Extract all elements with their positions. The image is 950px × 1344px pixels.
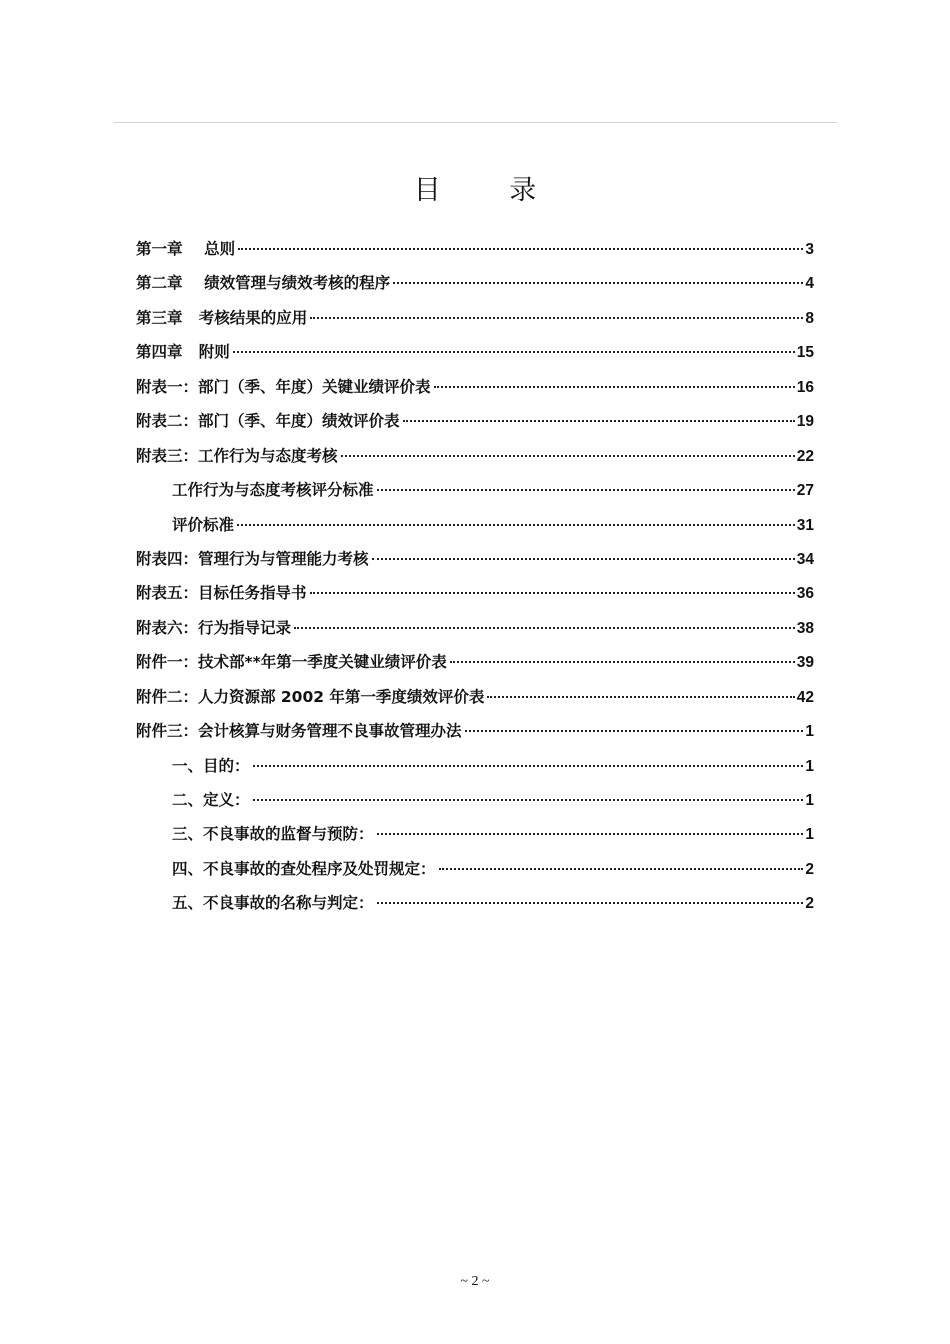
toc-entry-text: 第三章 考核结果的应用	[136, 308, 308, 327]
toc-entry[interactable]	[136, 232, 814, 266]
toc-entry[interactable]	[136, 335, 814, 369]
toc-page-number: 15	[796, 344, 814, 362]
toc-entry-text: 第四章 附则	[136, 343, 230, 362]
toc-subentry[interactable]	[136, 783, 814, 817]
toc-page-number: 22	[796, 447, 814, 465]
toc-page-number: 36	[796, 585, 814, 603]
toc-entry-text: 第二章 绩效管理与绩效考核的程序	[136, 274, 391, 293]
toc-page-number: 2	[805, 860, 814, 878]
page-number-footer: ~ 2 ~	[460, 1274, 490, 1289]
toc-entry[interactable]	[136, 645, 814, 679]
toc-dot-leader	[377, 902, 804, 904]
toc-page-number: 42	[796, 688, 814, 706]
toc-subentry[interactable]	[136, 817, 814, 851]
toc-page-number: 16	[796, 378, 814, 396]
toc-entry[interactable]	[136, 680, 814, 714]
toc-subentry[interactable]	[136, 473, 814, 507]
toc-entry-text: 附表五：目标任务指导书	[136, 584, 307, 603]
page-title: 目 录	[413, 175, 567, 206]
toc-entry[interactable]	[136, 370, 814, 404]
toc-entry-text: 附表四：管理行为与管理能力考核	[136, 549, 369, 568]
toc-dot-leader	[434, 386, 795, 388]
toc-entry[interactable]	[136, 542, 814, 576]
toc-dot-leader	[377, 833, 804, 835]
toc-entry-text: 附件三：会计核算与财务管理不良事故管理办法	[136, 722, 462, 741]
toc-entry-text: 附件一：技术部**年第一季度关键业绩评价表	[136, 653, 447, 672]
toc-dot-leader	[393, 282, 803, 284]
toc-entry-text: 附件二：人力资源部 2002 年第一季度绩效评价表	[136, 687, 485, 706]
toc-page-number: 1	[805, 757, 814, 775]
toc-entry-text: 附表三：工作行为与态度考核	[136, 446, 338, 465]
toc-page-number: 39	[796, 654, 814, 672]
toc-page-number: 34	[796, 550, 814, 568]
toc-entry[interactable]	[136, 266, 814, 300]
toc-entry[interactable]	[136, 439, 814, 473]
toc-dot-leader	[253, 765, 804, 767]
toc-subentry[interactable]	[136, 852, 814, 886]
toc-dot-leader	[450, 661, 795, 663]
toc-entry[interactable]	[136, 611, 814, 645]
toc-dot-leader	[238, 248, 803, 250]
toc-dot-leader	[487, 696, 794, 698]
toc-page-number: 19	[796, 413, 814, 431]
toc-entry-text: 附表一：部门（季、年度）关键业绩评价表	[136, 377, 431, 396]
toc-entry-text: 一、目的：	[172, 756, 250, 775]
toc-subentry[interactable]	[136, 886, 814, 920]
toc-dot-leader	[233, 351, 795, 353]
toc-page-number: 1	[805, 826, 814, 844]
toc-entry-text: 三、不良事故的监督与预防：	[172, 825, 374, 844]
toc-page-number: 8	[805, 309, 814, 327]
toc-dot-leader	[341, 455, 795, 457]
toc-page-number: 2	[805, 895, 814, 913]
toc-page-number: 31	[796, 516, 814, 534]
toc-entry-text: 第一章 总则	[136, 240, 236, 258]
header-rule	[113, 122, 837, 123]
toc-entry[interactable]	[136, 301, 814, 335]
toc-entry[interactable]	[136, 576, 814, 610]
toc-subentry[interactable]	[136, 508, 814, 542]
toc-page-number: 27	[796, 482, 814, 500]
toc-entry-text: 工作行为与态度考核评分标准	[172, 481, 374, 500]
toc-dot-leader	[237, 524, 795, 526]
toc-dot-leader	[372, 558, 795, 560]
toc-page-number: 1	[805, 792, 814, 809]
toc-subentry[interactable]	[136, 749, 814, 783]
toc-dot-leader	[377, 489, 795, 491]
toc-entry-text: 二、定义：	[172, 791, 250, 809]
toc-entry[interactable]	[136, 714, 814, 748]
toc-dot-leader	[439, 868, 804, 870]
toc-entry[interactable]	[136, 404, 814, 438]
toc-dot-leader	[310, 317, 803, 319]
toc-page-number: 4	[805, 275, 814, 293]
toc-entry-text: 附表六：行为指导记录	[136, 618, 292, 637]
toc-entry-text: 五、不良事故的名称与判定：	[172, 894, 374, 913]
toc-page-number: 3	[805, 241, 814, 258]
toc-dot-leader	[294, 627, 795, 629]
toc-entry-text: 四、不良事故的查处程序及处罚规定：	[172, 859, 436, 878]
toc-entry-text: 评价标准	[172, 515, 235, 534]
toc-dot-leader	[465, 730, 804, 732]
toc-page-number: 1	[805, 723, 814, 741]
toc-dot-leader	[403, 420, 795, 422]
toc-entry-text: 附表二：部门（季、年度）绩效评价表	[136, 412, 400, 431]
table-of-contents	[136, 232, 814, 921]
toc-dot-leader	[253, 799, 804, 801]
toc-dot-leader	[310, 592, 795, 594]
toc-page-number: 38	[796, 619, 814, 637]
